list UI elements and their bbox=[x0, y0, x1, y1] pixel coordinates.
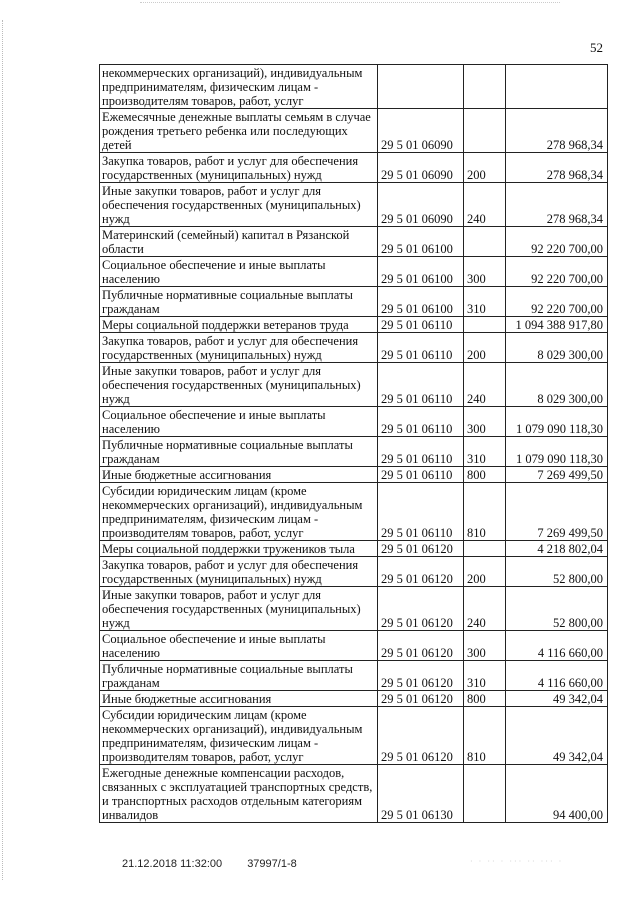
budget-table-body bbox=[100, 65, 608, 823]
cell-amount: 4 116 660,00 bbox=[506, 631, 608, 661]
cell-code: 29 5 01 06110 bbox=[378, 317, 464, 333]
cell-type: 300 bbox=[464, 407, 506, 437]
table-row bbox=[100, 363, 608, 407]
table-row bbox=[100, 407, 608, 437]
footer-datetime: 21.12.2018 11:32:00 bbox=[122, 858, 223, 870]
table-row bbox=[100, 227, 608, 257]
cell-amount: 92 220 700,00 bbox=[506, 227, 608, 257]
cell-type bbox=[464, 65, 506, 109]
cell-amount: 49 342,04 bbox=[506, 691, 608, 707]
table-row bbox=[100, 587, 608, 631]
cell-amount: 278 968,34 bbox=[506, 153, 608, 183]
table-row bbox=[100, 541, 608, 557]
cell-amount: 1 079 090 118,30 bbox=[506, 407, 608, 437]
table-row bbox=[100, 467, 608, 483]
footer bbox=[122, 858, 319, 870]
cell-name: Меры социальной поддержки ветеранов труда bbox=[100, 317, 378, 333]
cell-amount: 7 269 499,50 bbox=[506, 467, 608, 483]
cell-code bbox=[378, 65, 464, 109]
table-row bbox=[100, 765, 608, 823]
cell-code: 29 5 01 06100 bbox=[378, 257, 464, 287]
cell-amount: 52 800,00 bbox=[506, 587, 608, 631]
cell-amount: 52 800,00 bbox=[506, 557, 608, 587]
table-row bbox=[100, 257, 608, 287]
cell-type bbox=[464, 541, 506, 557]
cell-code: 29 5 01 06110 bbox=[378, 467, 464, 483]
table-row bbox=[100, 183, 608, 227]
cell-code: 29 5 01 06100 bbox=[378, 227, 464, 257]
cell-type: 800 bbox=[464, 467, 506, 483]
cell-type: 240 bbox=[464, 363, 506, 407]
cell-name: некоммерческих организаций), индивидуальным предпринимателям, физическим лицам - производителям товаров, работ, услуг bbox=[100, 65, 378, 109]
cell-code: 29 5 01 06120 bbox=[378, 541, 464, 557]
footer-doc-id: 37997/1-8 bbox=[247, 858, 297, 870]
table-row bbox=[100, 109, 608, 153]
table-row bbox=[100, 317, 608, 333]
cell-amount bbox=[506, 65, 608, 109]
cell-amount: 1 079 090 118,30 bbox=[506, 437, 608, 467]
cell-type: 310 bbox=[464, 661, 506, 691]
cell-amount: 278 968,34 bbox=[506, 109, 608, 153]
cell-name: Иные закупки товаров, работ и услуг для обеспечения государственных (муниципальных) нужд bbox=[100, 587, 378, 631]
cell-name: Закупка товаров, работ и услуг для обеспечения государственных (муниципальных) нужд bbox=[100, 333, 378, 363]
cell-name: Закупка товаров, работ и услуг для обеспечения государственных (муниципальных) нужд bbox=[100, 153, 378, 183]
cell-amount: 1 094 388 917,80 bbox=[506, 317, 608, 333]
cell-type: 800 bbox=[464, 691, 506, 707]
cell-type: 200 bbox=[464, 557, 506, 587]
cell-amount: 8 029 300,00 bbox=[506, 333, 608, 363]
cell-amount: 278 968,34 bbox=[506, 183, 608, 227]
cell-type: 810 bbox=[464, 483, 506, 541]
cell-type: 310 bbox=[464, 287, 506, 317]
cell-amount: 49 342,04 bbox=[506, 707, 608, 765]
cell-amount: 4 218 802,04 bbox=[506, 541, 608, 557]
table-row bbox=[100, 65, 608, 109]
table-row bbox=[100, 287, 608, 317]
cell-type bbox=[464, 317, 506, 333]
cell-type: 200 bbox=[464, 333, 506, 363]
cell-code: 29 5 01 06090 bbox=[378, 109, 464, 153]
cell-code: 29 5 01 06090 bbox=[378, 153, 464, 183]
cell-type bbox=[464, 765, 506, 823]
cell-type: 310 bbox=[464, 437, 506, 467]
cell-code: 29 5 01 06120 bbox=[378, 691, 464, 707]
cell-type: 300 bbox=[464, 631, 506, 661]
cell-name: Публичные нормативные социальные выплаты гражданам bbox=[100, 437, 378, 467]
cell-name: Субсидии юридическим лицам (кроме некоммерческих организаций), индивидуальным предпринимателям, физическим лицам - производителям товаров, работ, услуг bbox=[100, 707, 378, 765]
table-row bbox=[100, 557, 608, 587]
cell-type bbox=[464, 109, 506, 153]
cell-amount: 4 116 660,00 bbox=[506, 661, 608, 691]
cell-code: 29 5 01 06120 bbox=[378, 707, 464, 765]
scan-edge-top bbox=[140, 2, 560, 4]
cell-type: 240 bbox=[464, 183, 506, 227]
budget-table bbox=[99, 64, 608, 823]
cell-name: Публичные нормативные социальные выплаты гражданам bbox=[100, 661, 378, 691]
cell-name: Иные бюджетные ассигнования bbox=[100, 467, 378, 483]
cell-code: 29 5 01 06120 bbox=[378, 661, 464, 691]
cell-name: Социальное обеспечение и иные выплаты населению bbox=[100, 257, 378, 287]
cell-type bbox=[464, 227, 506, 257]
cell-type: 240 bbox=[464, 587, 506, 631]
scan-noise: · · ·· · ··· ·· ··· · bbox=[470, 857, 564, 866]
cell-amount: 92 220 700,00 bbox=[506, 257, 608, 287]
cell-code: 29 5 01 06110 bbox=[378, 363, 464, 407]
cell-code: 29 5 01 06100 bbox=[378, 287, 464, 317]
cell-code: 29 5 01 06130 bbox=[378, 765, 464, 823]
cell-type: 300 bbox=[464, 257, 506, 287]
cell-name: Иные закупки товаров, работ и услуг для обеспечения государственных (муниципальных) нужд bbox=[100, 183, 378, 227]
table-row bbox=[100, 691, 608, 707]
table-row bbox=[100, 631, 608, 661]
cell-name: Ежегодные денежные компенсации расходов, связанных с эксплуатацией транспортных средств, и транспортных расходов отдельным категориям инвалидов bbox=[100, 765, 378, 823]
table-row bbox=[100, 437, 608, 467]
cell-amount: 92 220 700,00 bbox=[506, 287, 608, 317]
cell-name: Ежемесячные денежные выплаты семьям в случае рождения третьего ребенка или последующих детей bbox=[100, 109, 378, 153]
cell-amount: 94 400,00 bbox=[506, 765, 608, 823]
cell-name: Социальное обеспечение и иные выплаты населению bbox=[100, 631, 378, 661]
cell-code: 29 5 01 06120 bbox=[378, 557, 464, 587]
table-row bbox=[100, 153, 608, 183]
cell-code: 29 5 01 06110 bbox=[378, 407, 464, 437]
cell-amount: 7 269 499,50 bbox=[506, 483, 608, 541]
table-row bbox=[100, 483, 608, 541]
scan-edge-left bbox=[2, 20, 5, 880]
cell-code: 29 5 01 06110 bbox=[378, 333, 464, 363]
cell-code: 29 5 01 06110 bbox=[378, 437, 464, 467]
page-number: 52 bbox=[590, 40, 603, 55]
cell-name: Закупка товаров, работ и услуг для обеспечения государственных (муниципальных) нужд bbox=[100, 557, 378, 587]
cell-name: Публичные нормативные социальные выплаты гражданам bbox=[100, 287, 378, 317]
cell-code: 29 5 01 06090 bbox=[378, 183, 464, 227]
cell-name: Иные бюджетные ассигнования bbox=[100, 691, 378, 707]
cell-name: Меры социальной поддержки тружеников тыла bbox=[100, 541, 378, 557]
cell-type: 810 bbox=[464, 707, 506, 765]
cell-name: Материнский (семейный) капитал в Рязанской области bbox=[100, 227, 378, 257]
cell-name: Социальное обеспечение и иные выплаты населению bbox=[100, 407, 378, 437]
cell-amount: 8 029 300,00 bbox=[506, 363, 608, 407]
cell-name: Иные закупки товаров, работ и услуг для обеспечения государственных (муниципальных) нужд bbox=[100, 363, 378, 407]
table-row bbox=[100, 661, 608, 691]
cell-code: 29 5 01 06110 bbox=[378, 483, 464, 541]
table-row bbox=[100, 333, 608, 363]
cell-name: Субсидии юридическим лицам (кроме некоммерческих организаций), индивидуальным предпринимателям, физическим лицам - производителям товаров, работ, услуг bbox=[100, 483, 378, 541]
cell-code: 29 5 01 06120 bbox=[378, 631, 464, 661]
cell-type: 200 bbox=[464, 153, 506, 183]
cell-code: 29 5 01 06120 bbox=[378, 587, 464, 631]
table-row bbox=[100, 707, 608, 765]
